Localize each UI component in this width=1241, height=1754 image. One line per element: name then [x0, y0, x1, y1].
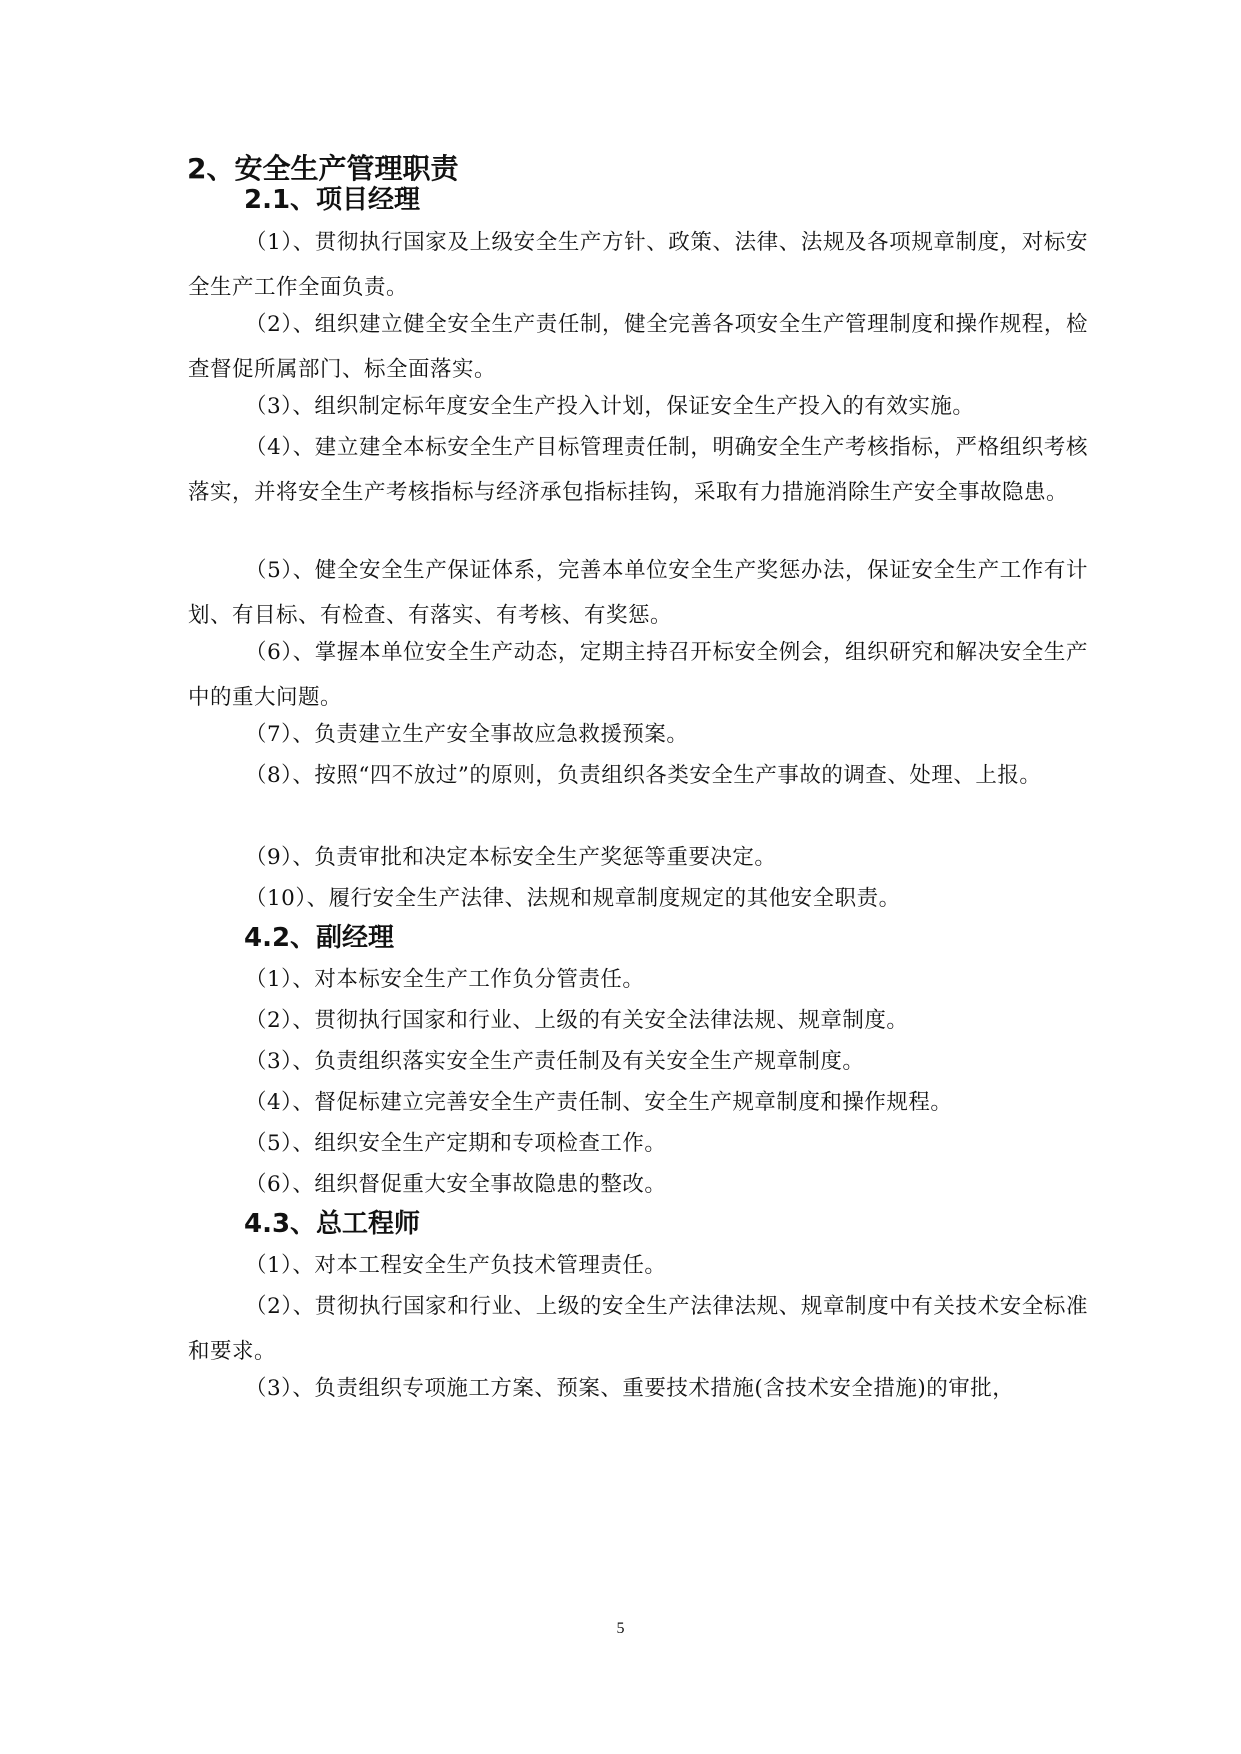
paragraph: （2）、贯彻执行国家和行业、上级的安全生产法律法规、规章制度中有关技术安全标准和要求。	[188, 1294, 1088, 1364]
page-number: 5	[616, 1620, 625, 1637]
paragraph: （8）、按照“四不放过”的原则，负责组织各类安全生产事故的调查、处理、上报。	[245, 763, 1042, 788]
section-heading: 2、安全生产管理职责	[187, 152, 459, 185]
paragraph: （1）、贯彻执行国家及上级安全生产方针、政策、法律、法规及各项规章制度，对标安全生产工作全面负责。	[188, 230, 1088, 300]
paragraph: （4）、建立建全本标安全生产目标管理责任制，明确安全生产考核指标，严格组织考核落实，并将安全生产考核指标与经济承包指标挂钩，采取有力措施消除生产安全事故隐患。	[188, 435, 1088, 505]
paragraph: （5）、组织安全生产定期和专项检查工作。	[245, 1131, 667, 1156]
paragraph: （10）、履行安全生产法律、法规和规章制度规定的其他安全职责。	[245, 886, 901, 911]
paragraph: （2）、组织建立健全安全生产责任制，健全完善各项安全生产管理制度和操作规程，检查督促所属部门、标全面落实。	[188, 312, 1088, 382]
paragraph: （1）、对本标安全生产工作负分管责任。	[245, 967, 645, 992]
paragraph: （6）、组织督促重大安全事故隐患的整改。	[245, 1172, 667, 1197]
paragraph: （9）、负责审批和决定本标安全生产奖惩等重要决定。	[245, 845, 777, 870]
paragraph: （3）、负责组织落实安全生产责任制及有关安全生产规章制度。	[245, 1049, 865, 1074]
paragraph: （3）、负责组织专项施工方案、预案、重要技术措施(含技术安全措施)的审批，	[245, 1376, 1015, 1401]
subsection-heading-chief-engineer: 4.3、总工程师	[244, 1209, 421, 1239]
paragraph: （4）、督促标建立完善安全生产责任制、安全生产规章制度和操作规程。	[245, 1090, 953, 1115]
paragraph: （7）、负责建立生产安全事故应急救援预案。	[245, 722, 689, 747]
paragraph: （5）、健全安全生产保证体系，完善本单位安全生产奖惩办法，保证安全生产工作有计划、有目标、有检查、有落实、有考核、有奖惩。	[188, 558, 1088, 628]
paragraph: （6）、掌握本单位安全生产动态，定期主持召开标安全例会，组织研究和解决安全生产中的重大问题。	[188, 640, 1088, 710]
subsection-heading-project-manager: 2.1、项目经理	[244, 185, 421, 215]
paragraph: （1）、对本工程安全生产负技术管理责任。	[245, 1253, 667, 1278]
paragraph: （3）、组织制定标年度安全生产投入计划，保证安全生产投入的有效实施。	[245, 394, 975, 419]
paragraph: （2）、贯彻执行国家和行业、上级的有关安全法律法规、规章制度。	[245, 1008, 909, 1033]
subsection-heading-deputy-manager: 4.2、副经理	[244, 923, 395, 953]
